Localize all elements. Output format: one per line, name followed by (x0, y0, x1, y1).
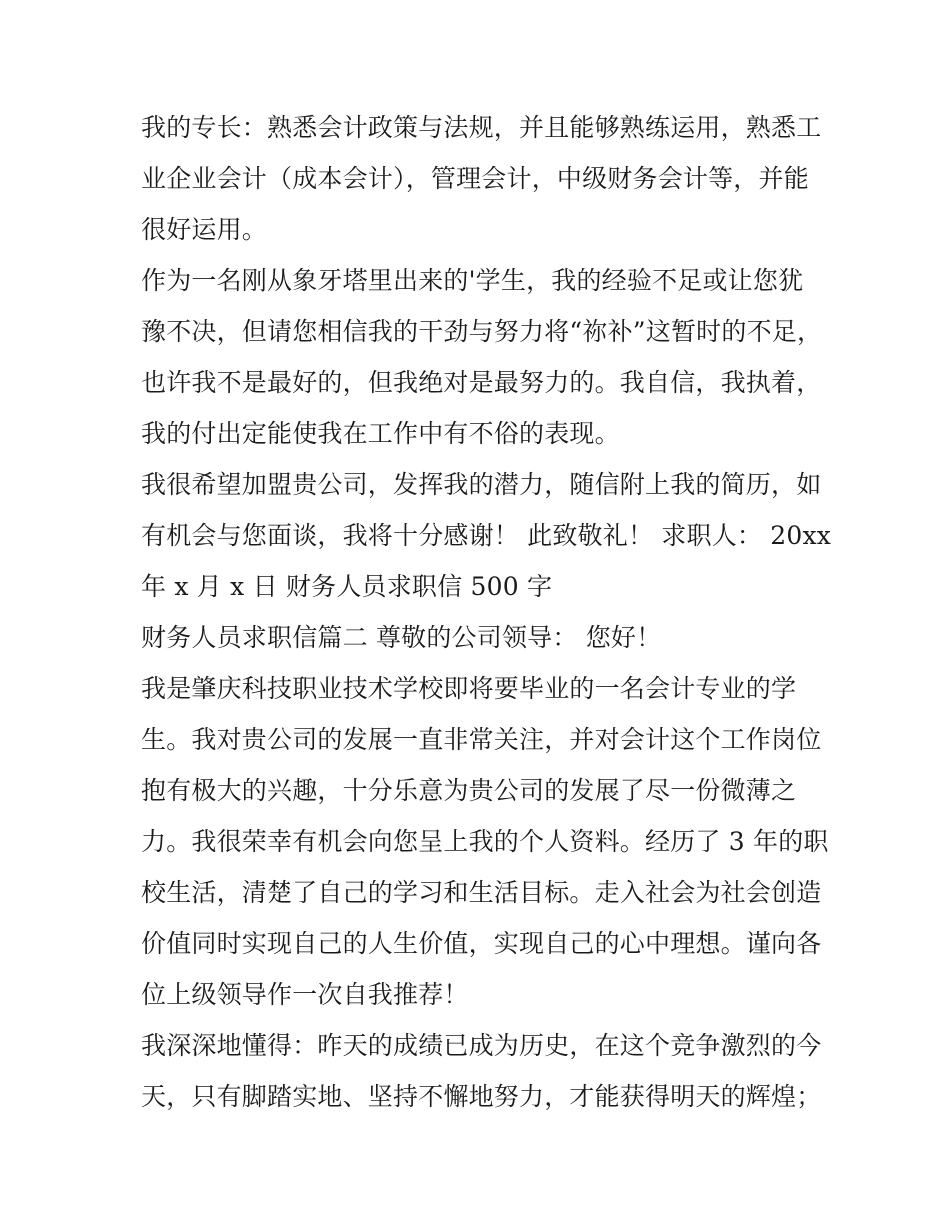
text-line: 有机会与您面谈，我将十分感谢！ 此致敬礼！ 求职人： 20xx (141, 521, 832, 550)
text-line: 价值同时实现自己的人生价值，实现自己的心中理想。谨向各 (141, 929, 822, 958)
text-line: 我是肇庆科技职业技术学校即将要毕业的一名会计专业的学 (141, 674, 797, 703)
text-line: 力。我很荣幸有机会向您呈上我的个人资料。经历了 3 年的职 (141, 827, 829, 856)
body-text (141, 102, 832, 1122)
text-line: 抱有极大的兴趣，十分乐意为贵公司的发展了尽一份微薄之 (141, 776, 797, 805)
text-line: 位上级领导作一次自我推荐！ (141, 980, 469, 1009)
text-line: 我深深地懂得：昨天的成绩已成为历史，在这个竞争激烈的今 (141, 1031, 822, 1060)
text-line: 豫不决，但请您相信我的干劲与努力将“祢补”这暂时的不足， (141, 317, 823, 346)
text-line: 我的专长：熟悉会计政策与法规，并且能够熟练运用，熟悉工 (141, 113, 822, 142)
text-line: 年 x 月 x 日 财务人员求职信 500 字 (141, 572, 553, 601)
text-line: 生。我对贵公司的发展一直非常关注，并对会计这个工作岗位 (141, 725, 822, 754)
text-line: 也许我不是最好的，但我绝对是最努力的。我自信，我执着， (141, 368, 822, 397)
text-line: 作为一名刚从象牙塔里出来的'学生，我的经验不足或让您犹 (141, 266, 804, 295)
text-line: 天，只有脚踏实地、坚持不懈地努力，才能获得明天的辉煌； (141, 1082, 822, 1111)
text-line: 我很希望加盟贵公司，发挥我的潜力，随信附上我的简历，如 (141, 470, 822, 499)
text-line: 我的付出定能使我在工作中有不俗的表现。 (141, 419, 620, 448)
section-heading-line: 财务人员求职信篇二 尊敬的公司领导： 您好！ (141, 623, 662, 652)
text-line: 很好运用。 (141, 215, 268, 244)
text-line: 校生活，清楚了自己的学习和生活目标。走入社会为社会创造 (141, 878, 822, 907)
text-line: 业企业会计（成本会计），管理会计，中级财务会计等，并能 (141, 164, 809, 193)
